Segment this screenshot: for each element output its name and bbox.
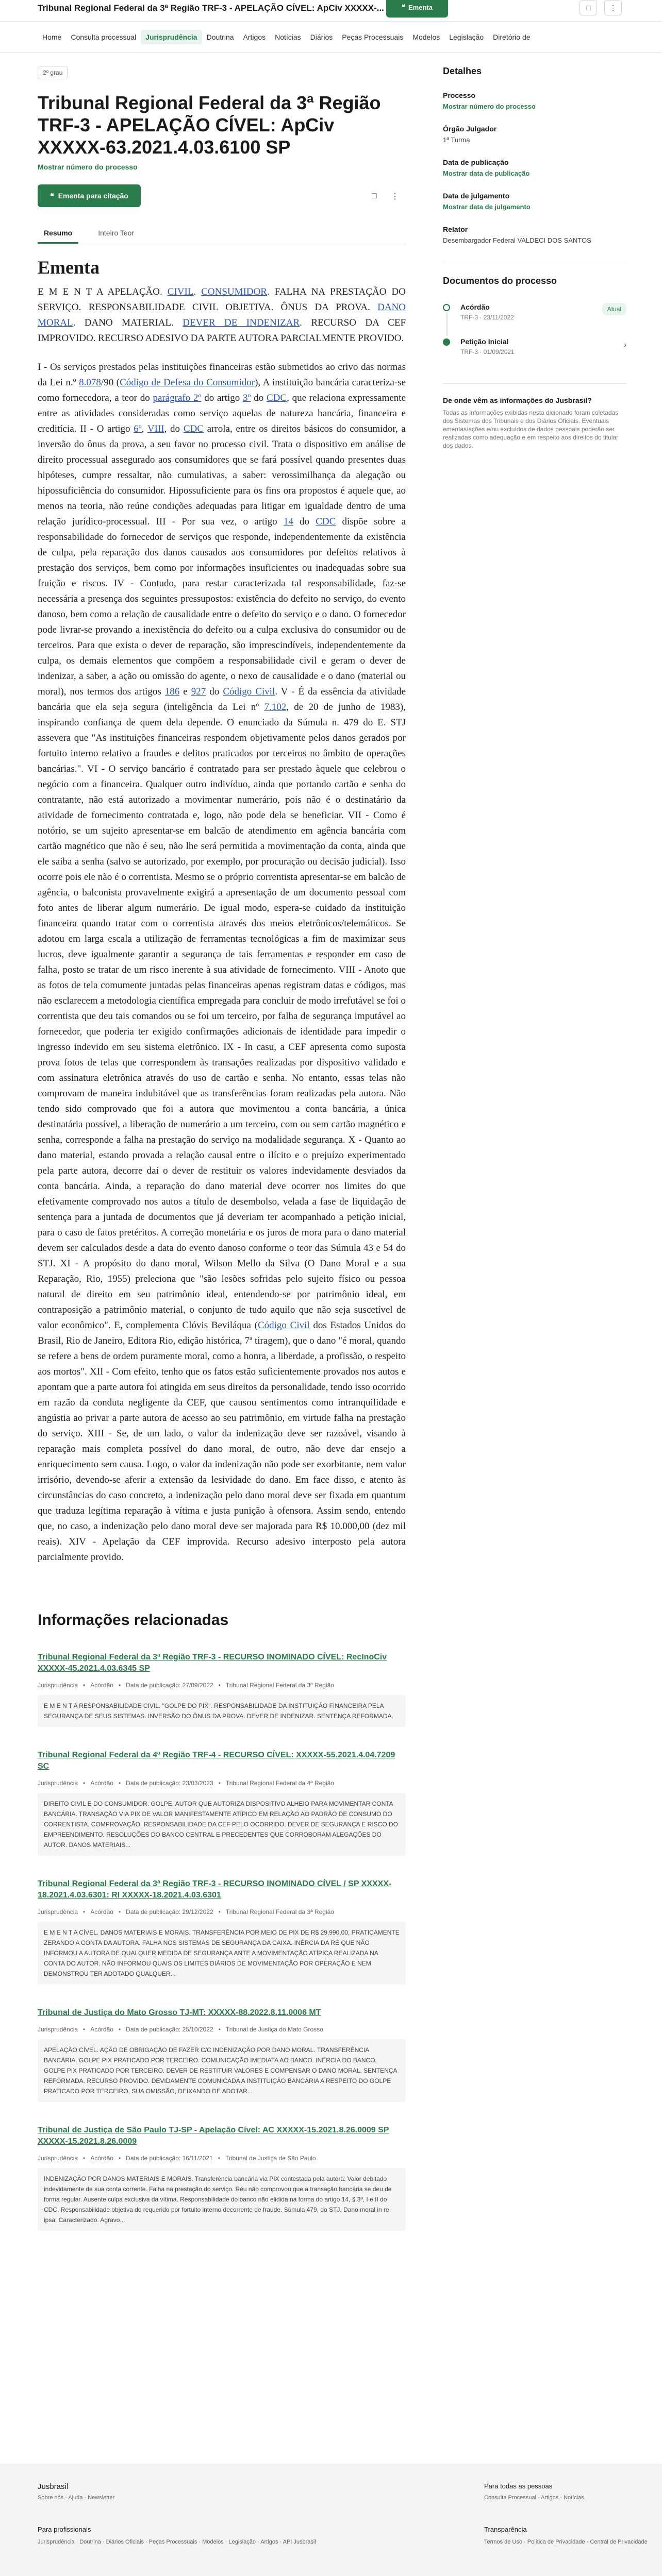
nav-artigos[interactable]: Artigos	[243, 32, 266, 41]
sticky-ementa-button[interactable]: ❝ Ementa	[386, 0, 448, 18]
related-item-meta: Jurisprudência • Acórdão • Data de publicação: 23/03/2023 • Tribunal Regional Federal da 4ª Região	[38, 1780, 334, 1787]
link-paragrafo-2[interactable]: parágrafo 2º	[153, 393, 202, 403]
link-cdc[interactable]: CDC	[316, 516, 336, 527]
footer-transparency-links[interactable]: Termos de Uso · Política de Privacidade · Central de Privacidade	[484, 2539, 648, 2545]
sticky-title: Tribunal Regional Federal da 3ª Região TRF-3 - APELAÇÃO CÍVEL: ApCiv XXXXX-...	[38, 3, 384, 13]
ementa-heading: Ementa	[38, 257, 100, 278]
show-process-number-link[interactable]: Mostrar número do processo	[38, 163, 138, 171]
link-dever-indenizar[interactable]: DEVER DE INDENIZAR	[183, 317, 300, 328]
info-source-heading: De onde vêm as informações do Jusbrasil?	[443, 396, 592, 404]
process-doc-item-acordao[interactable]: Acórdão TRF-3 · 23/11/2022 Atual	[443, 303, 626, 321]
related-item-snippet: APELAÇÃO CÍVEL. AÇÃO DE OBRIGAÇÃO DE FAZER C/C INDENIZAÇÃO POR DANO MORAL. TRANSFERÊNCIA BANCÁRIA. GOLPE PIX PRATICADO POR TERCEIRO. COMUNICAÇÃO IMEDIATA AO BANCO. INÉRCIA DO BANCO. GOLPE PIX PRATICADO POR TERCEIRO. DEVER DE RESTITUIR VALORES E COMPENSAR O DANO MORAL. SENTENÇA REFORMADA. RECURSO PROVIDO. DEVIDAMENTE COMUNICADA A INSTITUIÇÃO BANCÁRIA A RESPEITO DO GOLPE PRATICADO POR TERCEIRO, SUA OMISSÃO, DEIXANDO DE ADOTAR...	[38, 2039, 406, 2102]
tab-resumo[interactable]: Resumo	[38, 226, 78, 244]
link-inciso-viii[interactable]: VIII	[147, 423, 164, 434]
show-process-number-link[interactable]: Mostrar número do processo	[443, 103, 536, 110]
nav-diarios[interactable]: Diários	[310, 32, 333, 41]
info-source-box	[443, 383, 626, 450]
link-artigo-14[interactable]: 14	[283, 516, 293, 527]
bookmark-icon[interactable]: □	[580, 0, 597, 15]
related-item-title[interactable]: Tribunal Regional Federal da 3ª Região TRF-3 - RECURSO INOMINADO CÍVEL / SP XXXXX-18.2021.4.03.6301: RI XXXXX-18.2021.4.03.6301	[38, 1879, 392, 1900]
details-heading: Detalhes	[443, 66, 482, 76]
related-heading: Informações relacionadas	[38, 1612, 229, 1629]
nav-pecas[interactable]: Peças Processuais	[342, 32, 404, 41]
footer-links-about[interactable]: Sobre nós · Ajuda · Newsletter	[38, 2495, 115, 2501]
link-artigo-186[interactable]: 186	[164, 686, 180, 697]
footer-all-heading: Para todas as pessoas	[484, 2482, 553, 2490]
quote-icon: ❝	[50, 191, 54, 200]
ementa-citation-button[interactable]: ❝ Ementa para citação	[38, 184, 141, 207]
bookmark-icon[interactable]: □	[372, 192, 377, 200]
related-item	[38, 2125, 406, 2231]
related-item-snippet: DIREITO CIVIL E DO CONSUMIDOR. GOLPE. AUTOR QUE AUTORIZA DISPOSITIVO ALHEIO PARA MOVIMENTAR CONTA BANCÁRIA. TRANSAÇÃO VIA PIX DE VALOR MANIFESTAMENTE ATÍPICO EM RELAÇÃO AO PADRÃO DE CONSUMO DO CORRENTISTA. COMPROVAÇÃO. RESPONSABILIDADE DA CEF PELO OCORRIDO. DEVER DE SEGURANÇA E RISCO DO EMPREENDIMENTO. RESOLUÇÕES DO BANCO CENTRAL E PRECEDENTES QUE CORROBORAM ALEGAÇÕES DO AUTOR. DANOS MATERIAIS...	[38, 1793, 406, 1856]
link-codigo-civil[interactable]: Código Civil	[257, 1320, 310, 1331]
timeline-dot-icon	[443, 338, 450, 346]
process-doc-item-peticao[interactable]: Petição Inicial TRF-3 · 01/09/2021 ›	[443, 337, 626, 355]
process-docs-heading: Documentos do processo	[443, 276, 557, 286]
nav-diretorio[interactable]: Diretório de	[493, 32, 531, 41]
link-artigo-3[interactable]: 3º	[243, 393, 251, 403]
related-item-title[interactable]: Tribunal Regional Federal da 3ª Região TRF-3 - RECURSO INOMINADO CÍVEL: RecInoCiv XXXXX-45.2021.4.03.6345 SP	[38, 1653, 387, 1673]
footer-pros-links[interactable]: Jurisprudência · Doutrina · Diários Oficiais · Peças Processuais · Modelos · Legislação · Artigos · API Jusbrasil	[38, 2539, 316, 2545]
related-item-meta: Jurisprudência • Acórdão • Data de publicação: 25/10/2022 • Tribunal de Justiça do Mato Grosso	[38, 2026, 323, 2033]
related-item-meta: Jurisprudência • Acórdão • Data de publicação: 16/11/2021 • Tribunal de Justiça de São Paulo	[38, 2155, 316, 2162]
link-dano-moral[interactable]: DANO MORAL	[38, 302, 406, 328]
pub-date-label: Data de publicação	[443, 158, 509, 166]
main-content	[0, 53, 662, 2464]
related-item-title[interactable]: Tribunal Regional Federal da 4ª Região TRF-4 - RECURSO CÍVEL: XXXXX-55.2021.4.04.7209 SC	[38, 1751, 395, 1771]
footer	[0, 2464, 662, 2576]
relator-value: Desembargador Federal VALDECI DOS SANTOS	[443, 236, 591, 244]
link-cdc[interactable]: CDC	[266, 393, 287, 403]
link-civil[interactable]: CIVIL	[167, 286, 194, 297]
instance-badge: 2º grau	[38, 66, 68, 79]
more-vertical-icon[interactable]: ⋮	[604, 0, 622, 15]
nav-legislacao[interactable]: Legislação	[449, 32, 484, 41]
document-tabs	[38, 226, 406, 244]
more-vertical-icon[interactable]: ⋮	[391, 192, 399, 201]
ementa-lead: E M E N T A APELAÇÃO. CIVIL. CONSUMIDOR. FALHA NA PRESTAÇÃO DO SERVIÇO. RESPONSABILIDADE CIVIL OBJETIVA. ÔNUS DA PROVA. DANO MORAL. DANO MATERIAL. DEVER DE INDENIZAR. RECURSO DA CEF IMPROVIDO. RECURSO ADESIVO DA PARTE AUTORA PARCIALMENTE PROVIDO.	[38, 286, 406, 344]
details-sidebar	[443, 66, 626, 450]
top-sticky-bar	[0, 0, 662, 22]
document-column	[38, 66, 406, 2231]
link-codigo-defesa-consumidor[interactable]: Código de Defesa do Consumidor	[120, 377, 255, 388]
timeline-dot-icon	[443, 304, 450, 311]
nav-home[interactable]: Home	[42, 32, 62, 41]
footer-transparency-heading: Transparência	[484, 2526, 527, 2533]
link-artigo-927[interactable]: 927	[191, 686, 206, 697]
related-item-title[interactable]: Tribunal de Justiça do Mato Grosso TJ-MT: XXXXX-88.2022.8.11.0006 MT	[38, 2008, 321, 2017]
related-item	[38, 1878, 406, 1985]
nav-noticias[interactable]: Notícias	[275, 32, 301, 41]
ementa-body: I - Os serviços prestados pelas instituições financeiras estão submetidos ao crivo das normas da Lei n.º 8.078/90 (Código de Defesa do Consumidor), A instituição bancária caracteriza-se como fornecedora, a teor do parágrafo 2º do artigo 3º do CDC, que relaciona expressamente entre as atividades consideradas como serviço aquelas de natureza bancária, financeira e creditícia. II - O artigo 6º, VIII, do CDC arrola, entre os direitos básicos do consumidor, a inversão do ônus da prova, a seu favor no processo civil. Trata o dispositivo em análise de direito processual assegurado aos consumidores que se fará possível quando presentes duas hipóteses, cumpre ressaltar, não cumulativas, a saber: verossimilhança da alegação ou hipossuficiência do consumidor. Hipossuficiente para os fins ora propostos é aquele que, ao menos na teoria, não reúne condições adequadas para litigar em igualdade dentro de uma relação jurídico-processual. III - Por sua vez, o artigo 14 do CDC dispõe sobre a responsabilidade do fornecedor de serviços que responde, independentemente da existência de culpa, pela reparação dos danos causados aos consumidores por defeitos relativos à prestação dos serviços, bem como por informações insuficientes ou inadequadas sobre sua fruição e riscos. IV - Contudo, para restar caracterizada tal responsabilidade, faz-se necessária a presença dos seguintes pressupostos: existência do defeito no serviço, do evento danoso, bem como a relação de causalidade entre o defeito do serviço e o dano. O fornecedor pode livrar-se provando a inexistência do defeito ou a culpa exclusiva do consumidor ou de terceiros. Para que exista o dever de reparação, são imprescindíveis, independentemente da culpa, os demais elementos que compõem a responsabilidade civil e geram o dever de indenizar, a saber, a ação ou omissão do agente, o nexo de causalidade e o dano (material ou moral), nos termos dos artigos 186 e 927 do Código Civil. V - É da essência da atividade bancária que ela seja segura (inteligência da Lei nº 7.102, de 20 de junho de 1983), inspirando confiança de quem dela depende. O enunciado da Súmula n. 479 do E. STJ assevera que "As instituições financeiras respondem objetivamente pelos danos gerados por fortuito interno relativo a fraudes e delitos praticados por terceiros no âmbito de operações bancárias.". VI - O serviço bancário é contratado para ser prestado àquele que celebrou o negócio com a financeira. Qualquer outro indivíduo, ainda que portando cartão e senha do contratante, não está autorizado a movimentar numerário, pois não é o destinatário da atividade de fornecimento contratada e, logo, não pode dela se beneficiar. VII - Como é notório, se um sujeito apresentar-se em balcão de atendimento em agência bancária com cartão magnético que não é seu, não lhe será permitida a movimentação da conta, ainda que ele saiba a senha (salvo se autorizado, por exemplo, por procuração ou decisão judicial). Isso ocorre pois ele não é o correntista. Mesmo se o próprio correntista apresentar-se em balcão de agência, o balconista provavelmente exigirá a apresentação de um documento pessoal com foto antes de liberar algum numerário. De igual modo, espera-se cuidado da instituição financeira quando tratar com o correntista através dos meios eletrônicos/telemáticos. Se adotou em larga escala a utilização de ferramentas tecnológicas a fim de maximizar seus lucros, deve igualmente garantir a segurança de tais ferramentas e responder em caso de falha, posto se tratar de um risco inerente à sua atividade de fornecimento. VIII - Anoto que as fotos de tela comumente juntadas pelas financeiras apenas registram datas e códigos, mas não esclarecem a metodologia científica empregada para concluir de modo irrefutável se foi o correntista que deu tais comandos ou se foi um terceiro, por falha de segurança imputável ao fornecedor, que poderia ter exigido confirmações adicionais de identidade para impedir o ingresso indevido em seu sistema eletrônico. IX - In casu, a CEF apresenta como suposta prova fotos de telas que correspondem às transações realizadas por dispositivo validado e com assinatura eletrônica através do uso de cartão e senha. No entanto, essas telas não comprovam de maneira indubitável que as transferências foram realizadas pela autora. Não tendo sido comprovado que foi a autora que movimentou a conta bancária, a única destinatária possível, a liberação de numerário a um terceiro, com ou sem cartão magnético e senha, corresponde a falha na prestação do serviço na modalidade segurança. X - Quanto ao dano material, estando provada a relação causal entre o ilícito e o prejuízo experimentado pela parte autora, decorre daí o dever de restituir os valores indevidamente desviados da conta bancária. Ainda, a reparação do dano material deve ocorrer nos limites do que efetivamente comprovado nos autos a título de desembolso, velada a fase de liquidação de sentença para a juntada de documentos que já deveriam ter acompanhado a petição inicial, para o caso de fatos pretéritos. A correção monetária e os juros de mora para o dano material devem ser calculados desde a data do evento danoso conforme o teor das Súmula 43 e 54 do STJ. XI - A propósito do dano moral, Wilson Mello da Silva (O Dano Moral e a sua Reparação, Rio, 1955) preleciona que "são lesões sofridas pelo sujeito físico ou pessoa natural de direito em seu patrimônio ideal, entendendo-se por patrimônio ideal, em contraposição a patrimônio material, o conjunto de tudo aquilo que não seja suscetível de valor econômico". E, complementa Clóvis Beviláqua (Código Civil dos Estados Unidos do Brasil, Rio de Janeiro, Editora Rio, edição histórica, 7ª tiragem), que o dano "é moral, quando se refere a bens de ordem puramente moral, como a honra, a liberdade, a profissão, o respeito aos mortos". XII - Com efeito, tenho que os fatos estão suficientemente provados nos autos e apontam que a parte autora foi atingida em seus direitos da personalidade, tendo isso ocorrido em razão da conduta negligente da CEF, que causou sentimentos como intranquilidade e angústia ao privar a parte autora de acesso ao seu patrimônio, em virtude falha na prestação do serviço. XIII - Se, de um lado, o valor da indenização deve ser razoável, visando à reparação mais completa possível do dano moral, de outro, não deve dar ensejo a enriquecimento sem causa. Logo, o valor da indenização não pode ser exorbitante, nem valor irrisório, devendo-se aferir a extensão da lesividade do dano. Em face disso, e atento às circunstâncias do caso concreto, a indenização pelo dano moral deve ser fixada em quantum que traduza legítima reparação à vítima e justa punição à ofensora. Assim sendo, entendo que, no caso, a indenização pelo dano moral deve ser majorada para R$ 10.000,00 (dez mil reais). XIV - Apelação da CEF improvida. Recurso adesivo interposto pela autora parcialmente provido.	[38, 362, 406, 1563]
footer-pros-heading: Para profissionais	[38, 2526, 91, 2533]
nav-jurisprudencia[interactable]: Jurisprudência	[141, 30, 202, 44]
show-judgment-date-link[interactable]: Mostrar data de julgamento	[443, 203, 531, 211]
timeline-line	[446, 313, 448, 336]
orgao-value: 1ª Turma	[443, 136, 470, 144]
related-item	[38, 1652, 406, 1727]
show-pub-date-link[interactable]: Mostrar data de publicação	[443, 170, 530, 177]
link-codigo-civil[interactable]: Código Civil	[223, 686, 275, 697]
related-item-snippet: E M E N T A CÍVEL. DANOS MATERIAIS E MORAIS. TRANSFERÊNCIA POR MEIO DE PIX DE R$ 29.990,00, PRATICAMENTE ZERANDO A CONTA DA AUTORA. FALHA NOS SISTEMAS DE SEGURANÇA DA CAIXA. INÉRCIA DA RÉ QUE NÃO INFORMOU A AUTORA DE QUALQUER MEDIDA DE SEGURANÇA ANTE A MOVIMENTAÇÃO ATÍPICA REALIZADA NA CONTA DO AUTOR. NÃO INFORMOU QUAIS OS LIMITES DIÁRIOS DE MOVIMENTAÇÃO POR OPERAÇÃO E NEM DEMONSTROU TER ADOTADO QUALQUER...	[38, 1922, 406, 1985]
main-nav	[0, 22, 662, 53]
link-consumidor[interactable]: CONSUMIDOR	[201, 286, 267, 297]
related-item-snippet: E M E N T A RESPONSABILIDADE CIVIL. "GOLPE DO PIX". RESPONSABILIDADE DA INSTITUIÇÃO FINANCEIRA PELA SEGURANÇA DE SEUS SISTEMAS. INVERSÃO DO ÔNUS DA PROVA. DEVER DE INDENIZAR. SENTENÇA REFORMADA.	[38, 1695, 406, 1727]
chevron-right-icon: ›	[624, 341, 626, 349]
nav-consulta[interactable]: Consulta processual	[71, 32, 137, 41]
process-documents	[443, 262, 626, 355]
document-actions	[38, 184, 406, 210]
related-item	[38, 1750, 406, 1856]
link-artigo-6[interactable]: 6º	[134, 423, 142, 434]
link-lei-8078[interactable]: 8.078	[79, 377, 101, 388]
judgment-date-label: Data de julgamento	[443, 192, 510, 200]
link-cdc[interactable]: CDC	[183, 423, 204, 434]
quote-icon: ❝	[402, 3, 406, 11]
page-title: Tribunal Regional Federal da 3ª Região TRF-3 - APELAÇÃO CÍVEL: ApCiv XXXXX-63.2021.4.03.6100 SP	[38, 92, 381, 158]
orgao-label: Órgão Julgador	[443, 125, 497, 133]
current-badge: Atual	[602, 303, 626, 315]
link-lei-7102[interactable]: 7.102	[264, 702, 287, 713]
processo-label: Processo	[443, 91, 476, 99]
related-item	[38, 2007, 406, 2102]
related-item-meta: Jurisprudência • Acórdão • Data de publicação: 29/12/2022 • Tribunal Regional Federal da 3ª Região	[38, 1908, 334, 1916]
related-item-meta: Jurisprudência • Acórdão • Data de publicação: 27/09/2022 • Tribunal Regional Federal da 3ª Região	[38, 1682, 334, 1689]
related-item-snippet: INDENIZAÇÃO POR DANOS MATERIAIS E MORAIS. Transferência bancária via PIX contestada pela autora. Valor debitado indevidamente de sua conta corrente. Falha na prestação do serviço. Réu não comprovou que a transação bancária se deu de forma regular. Ausente culpa exclusiva da vítima. Responsabilidade do banco não elidida na forma do artigo 14, § 3º, I e II do CDC. Responsabilidade objetiva do requerido por fortuito interno decorrente de fraude. Súmula 479, do STJ. Dano moral in re ipsa. Caracterizado. Agravo...	[38, 2168, 406, 2231]
related-item-title[interactable]: Tribunal de Justiça de São Paulo TJ-SP - Apelação Cível: AC XXXXX-15.2021.8.26.0009 SP XXXXX-15.2021.8.26.0009	[38, 2126, 389, 2146]
relator-label: Relator	[443, 225, 468, 233]
tab-inteiro-teor[interactable]: Inteiro Teor	[98, 229, 135, 237]
nav-modelos[interactable]: Modelos	[412, 32, 440, 41]
footer-brand[interactable]: Jusbrasil	[38, 2482, 69, 2491]
info-source-text: Todas as informações exibidas nesta dicionado foram coletadas dos Sistemas dos Tribunais e dos Diários Oficiais. Eventuais ementas/ações e/ou excluídos de dados pessoais poderão ser realizadas como adequação e em respeito aos direitos do titular dos dados.	[443, 409, 619, 449]
nav-doutrina[interactable]: Doutrina	[206, 32, 234, 41]
footer-all-links[interactable]: Consulta Processual · Artigos · Notícias	[484, 2495, 584, 2501]
